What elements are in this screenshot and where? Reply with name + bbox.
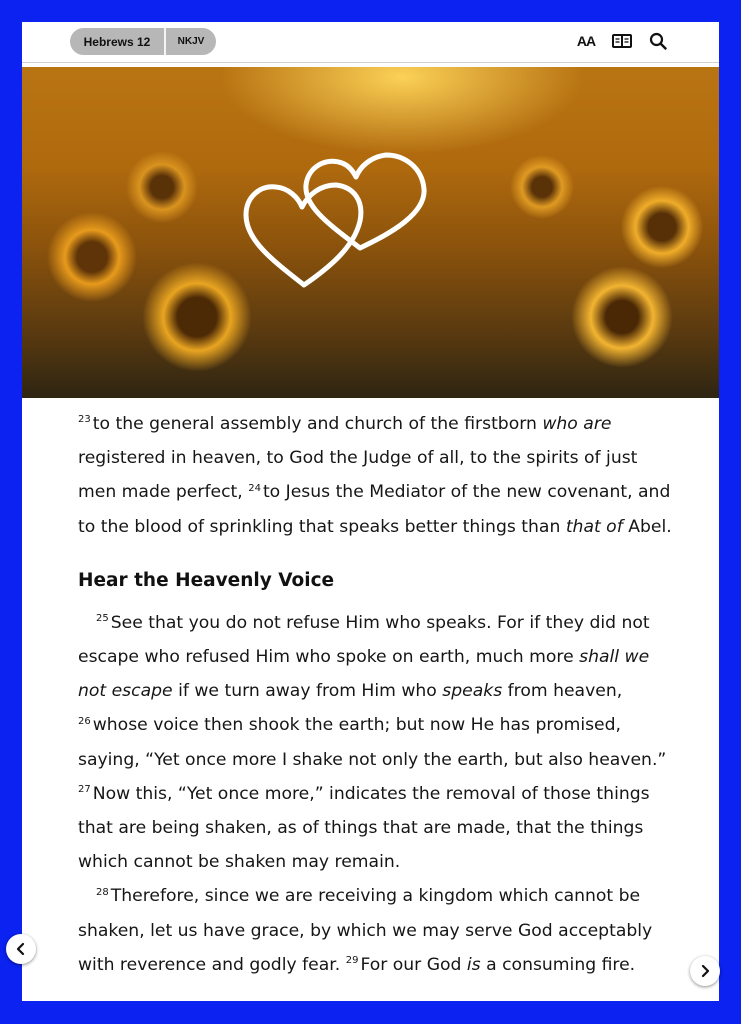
section-heading: Hear the Heavenly Voice bbox=[78, 569, 335, 591]
version-button[interactable]: NKJV bbox=[177, 36, 205, 47]
passage bbox=[78, 407, 678, 982]
verse-italic: shall we not escape bbox=[78, 647, 650, 702]
verse-text: Abel. bbox=[622, 516, 672, 537]
verse-number[interactable]: 27 bbox=[78, 784, 91, 796]
verse-italic: that of bbox=[565, 516, 623, 537]
verse-number[interactable]: 28 bbox=[96, 886, 109, 898]
verse-block-25-27 bbox=[78, 606, 678, 880]
chapter-version-selector[interactable] bbox=[70, 28, 216, 55]
search-icon[interactable] bbox=[647, 30, 669, 52]
verse-text: from heaven, bbox=[502, 681, 623, 702]
book-chapter-button[interactable]: Hebrews 12 bbox=[70, 28, 166, 55]
verse-text: whose voice then shook the earth; but now He has promised, saying, “Yet once more I shake not only the earth, but also heaven.” bbox=[78, 715, 667, 770]
verse-text: Now this, “Yet once more,” indicates the removal of those things that are being shaken, as of things that are made, that the things which cannot be shaken may remain. bbox=[78, 783, 650, 873]
verse-number[interactable]: 23 bbox=[78, 414, 91, 426]
previous-chapter-button[interactable] bbox=[6, 934, 36, 964]
verse-text: a consuming fire. bbox=[480, 954, 636, 975]
verse-number[interactable]: 24 bbox=[248, 482, 261, 494]
toolbar bbox=[575, 30, 669, 52]
verse-text: if we turn away from Him who bbox=[172, 681, 443, 702]
chevron-right-icon bbox=[699, 964, 711, 978]
top-bar bbox=[22, 22, 719, 63]
hearts-icon bbox=[242, 145, 442, 295]
verse-number[interactable]: 29 bbox=[345, 955, 359, 967]
next-chapter-button[interactable] bbox=[690, 956, 720, 986]
verse-italic: speaks bbox=[442, 681, 503, 702]
reader-screen bbox=[22, 22, 719, 1001]
chevron-left-icon bbox=[15, 942, 27, 956]
verse-text: to the general assembly and church of the firstborn bbox=[92, 414, 543, 434]
verse-text: Therefore, since we are receiving a kingdom which cannot be shaken, let us have grace, by which we may serve God acceptably with reverence and godly fear. bbox=[78, 886, 653, 975]
hero-image bbox=[22, 67, 719, 398]
verse-number[interactable]: 26 bbox=[78, 715, 91, 727]
verse-italic: who are bbox=[542, 414, 612, 434]
verse-text: registered in heaven, to God the Judge of all, to the spirits of just men made perfect, bbox=[78, 448, 638, 503]
text-size-icon[interactable] bbox=[575, 30, 597, 52]
verse-text: For our God bbox=[360, 954, 467, 975]
verse-block-28-29 bbox=[78, 879, 678, 982]
verse-number[interactable]: 25 bbox=[96, 613, 109, 625]
verse-text: See that you do not refuse Him who speaks. For if they did not escape who refused Him who spoke on earth, much more bbox=[78, 612, 650, 668]
reader-mode-icon[interactable] bbox=[611, 30, 633, 52]
text-size-label: AA bbox=[576, 33, 596, 49]
verse-text: to Jesus the Mediator of the new covenant, and to the blood of sprinkling that speaks better things than bbox=[78, 482, 671, 537]
verse-italic: is bbox=[466, 954, 481, 975]
verse-block-23-24 bbox=[78, 407, 678, 544]
